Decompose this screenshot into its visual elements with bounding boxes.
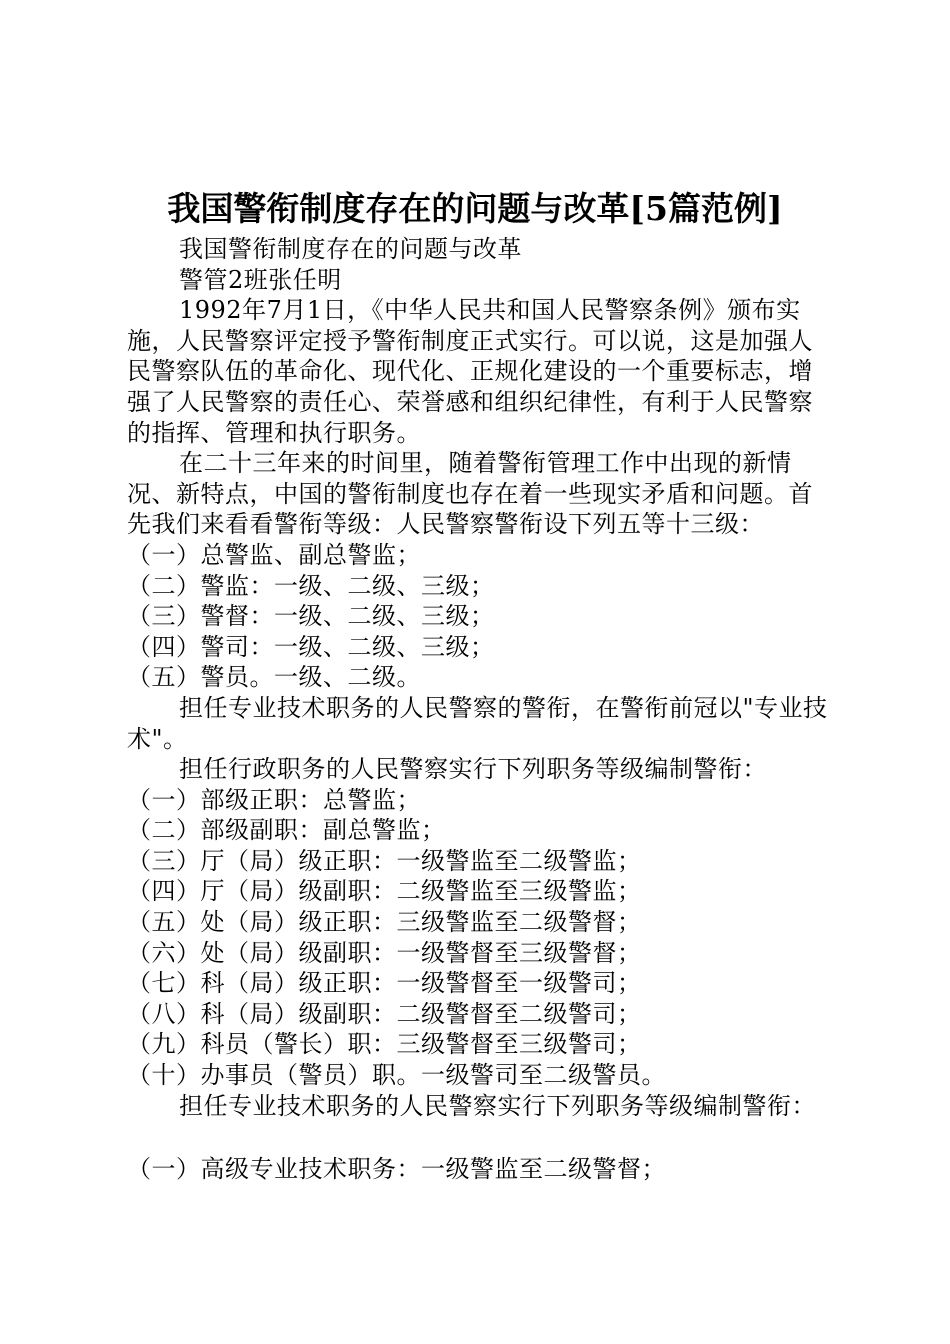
admin-rank-item: （二）部级副职：副总警监；: [127, 816, 446, 845]
admin-rank-item: （四）厅（局）级副职：二级警监至三级警监；: [127, 877, 642, 906]
author-line: 警管2班张任明: [179, 265, 342, 294]
admin-rank-item: （五）处（局）级正职：三级警监至二级警督；: [127, 908, 642, 937]
rank-item: （二）警监：一级、二级、三级；: [127, 571, 495, 600]
admin-rank-item: （十）办事员（警员）职。一级警司至二级警员。: [127, 1061, 666, 1090]
rank-item: （五）警员。一级、二级。: [127, 663, 421, 692]
paragraph-admin-intro: 担任行政职务的人民警察实行下列职务等级编制警衔：: [179, 755, 767, 784]
document-title: 我国警衔制度存在的问题与改革[5篇范例]: [167, 189, 783, 228]
admin-rank-item: （六）处（局）级副职：一级警督至三级警督；: [127, 938, 642, 967]
paragraph-intro: 1992年7月1日，《中华人民共和国人民警察条例》颁布实施，人民警察评定授予警衔制度正式实行。可以说，这是加强人民警察队伍的革命化、现代化、正规化建设的一个重要标志，增强了人民警察的责任心、荣誉感和组织纪律性，有利于人民警察的指挥、管理和执行职务。: [127, 296, 813, 447]
rank-item: （四）警司：一级、二级、三级；: [127, 632, 495, 661]
paragraph-tech-intro: 担任专业技术职务的人民警察实行下列职务等级编制警衔：: [179, 1091, 816, 1120]
rank-item: （一）总警监、副总警监；: [127, 540, 421, 569]
admin-rank-item: （九）科员（警长）职：三级警督至三级警司；: [127, 1030, 642, 1059]
paragraph-technical-prefix: 担任专业技术职务的人民警察的警衔，在警衔前冠以"专业技术"。: [127, 693, 828, 753]
paragraph-problems: 在二十三年来的时间里，随着警衔管理工作中出现的新情况、新特点，中国的警衔制度也存在着一些现实矛盾和问题。首先我们来看看警衔等级：人民警察警衔设下列五等十三级：: [127, 449, 813, 539]
admin-rank-item: （一）部级正职：总警监；: [127, 785, 421, 814]
tech-rank-item: （一）高级专业技术职务：一级警监至二级警督；: [127, 1155, 666, 1184]
blank-line: [127, 1121, 832, 1154]
admin-rank-item: （三）厅（局）级正职：一级警监至二级警监；: [127, 846, 642, 875]
admin-rank-item: （八）科（局）级副职：二级警督至二级警司；: [127, 999, 642, 1028]
document-subtitle: 我国警衔制度存在的问题与改革: [179, 235, 522, 263]
rank-item: （三）警督：一级、二级、三级；: [127, 602, 495, 631]
admin-rank-item: （七）科（局）级正职：一级警督至一级警司；: [127, 969, 642, 998]
document-body: [127, 234, 832, 1185]
